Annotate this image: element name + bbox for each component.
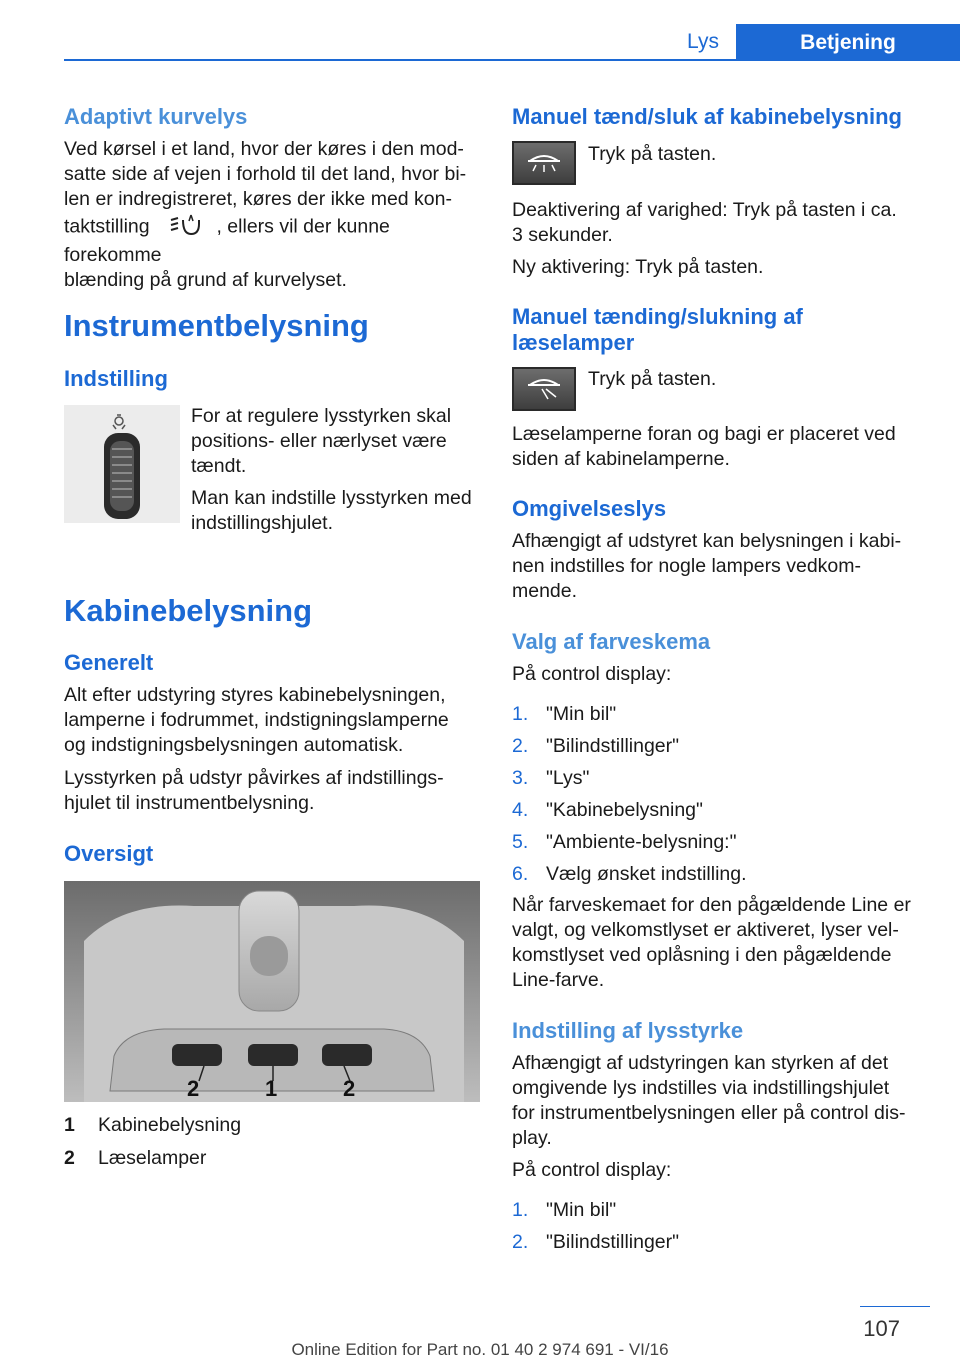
generelt-paragraph-1: Alt efter udstyring styres kabinebelysningen, lamperne i fodrummet, indstigningslamperne og indstigningsbelysningen automatisk. [64,684,449,756]
manuel-kabine-heading: Manuel tænd/sluk af kabinebelysning [512,104,902,129]
generelt-heading: Generelt [64,650,154,675]
instrument-heading: Instrumentbelysning [64,308,369,343]
laeselamper-text: Læselamperne foran og bagi er placeret ved siden af kabinelamperne. [512,423,896,470]
indstilling-text-1: For at regulere lysstyrken skal positions- eller nærlyset være tændt. [191,405,452,477]
photo-label-reading-right: 2 [343,1076,356,1101]
legend-num: 1 [64,1114,75,1136]
farveskema-note: Når farveskemaet for den pågældende Line er valgt, og velkomstlyset er aktiveret, lyser vel‐ komstlyset ved oplåsning i den pågældende Line-farve. [512,894,911,991]
farveskema-heading: Valg af farveskema [512,629,711,654]
legend-text: Kabinebelysning [98,1114,242,1136]
page-number: 107 [863,1316,900,1341]
tryk-text-1: Tryk på tasten. [588,143,717,165]
generelt-paragraph-2: Lysstyrken på udstyr påvirkes af indstillings‐ hjulet til instrumentbelysning. [64,767,444,814]
control-display-label-1: På control display: [512,663,672,685]
legend-text: Læselamper [98,1147,207,1169]
lysstyrke-heading: Indstilling af lysstyrke [512,1018,744,1043]
deaktivering-text: Deaktivering af varighed: Tryk på tasten i ca. 3 sekunder. [512,199,897,246]
indstilling-heading: Indstilling [64,366,168,391]
adaptive-paragraph: Ved kørsel i et land, hvor der køres i den mod‐ satte side af vejen i forhold til det land, hvor bi‐ len er indregistreret, køres der ikke med kon‐ taktstilling , ellers vil der kunne forekomme blænding på grund af kurvelyset. [64,138,467,291]
legend-num: 2 [64,1147,75,1169]
omgivelseslys-heading: Omgivelseslys [512,496,667,521]
control-display-label-2: På control display: [512,1159,672,1181]
header-section-label: Lys [687,30,719,53]
tryk-text-2: Tryk på tasten. [588,368,717,390]
photo-label-cabin: 1 [265,1076,278,1101]
edition-footer: Online Edition for Part no. 01 40 2 974 691 - VI/16 [291,1340,669,1359]
header-chapter-tab: Betjening [736,24,960,61]
ny-aktivering-text: Ny aktivering: Tryk på tasten. [512,256,764,278]
adaptive-title: Adaptivt kurvelys [64,104,248,129]
footer-rule [860,1306,930,1307]
photo-label-reading-left: 2 [187,1076,200,1101]
lysstyrke-text: Afhængigt af udstyringen kan styrken af det omgivende lys indstilles via indstillingshjulet for instrumentbelysningen eller på control dis‐ play. [512,1052,906,1149]
manuel-laese-heading: Manuel tænding/slukning af læselamper [512,304,803,355]
omgivelseslys-text: Afhængigt af udstyret kan belysningen i kabi‐ nen indstilles for nogle lampers vedkom‐ mende. [512,530,902,602]
indstilling-text-2: Man kan indstille lysstyrken med indstillingshjulet. [191,487,472,534]
reading-light-button-icon [512,367,576,411]
header-rule [64,59,960,61]
dimmer-wheel-image [64,405,180,523]
oversigt-heading: Oversigt [64,841,154,866]
kabine-heading: Kabinebelysning [64,593,313,628]
cabin-light-button-icon [512,141,576,185]
cabin-light-overview-photo [64,881,480,1102]
contact-position-icon [169,212,203,243]
